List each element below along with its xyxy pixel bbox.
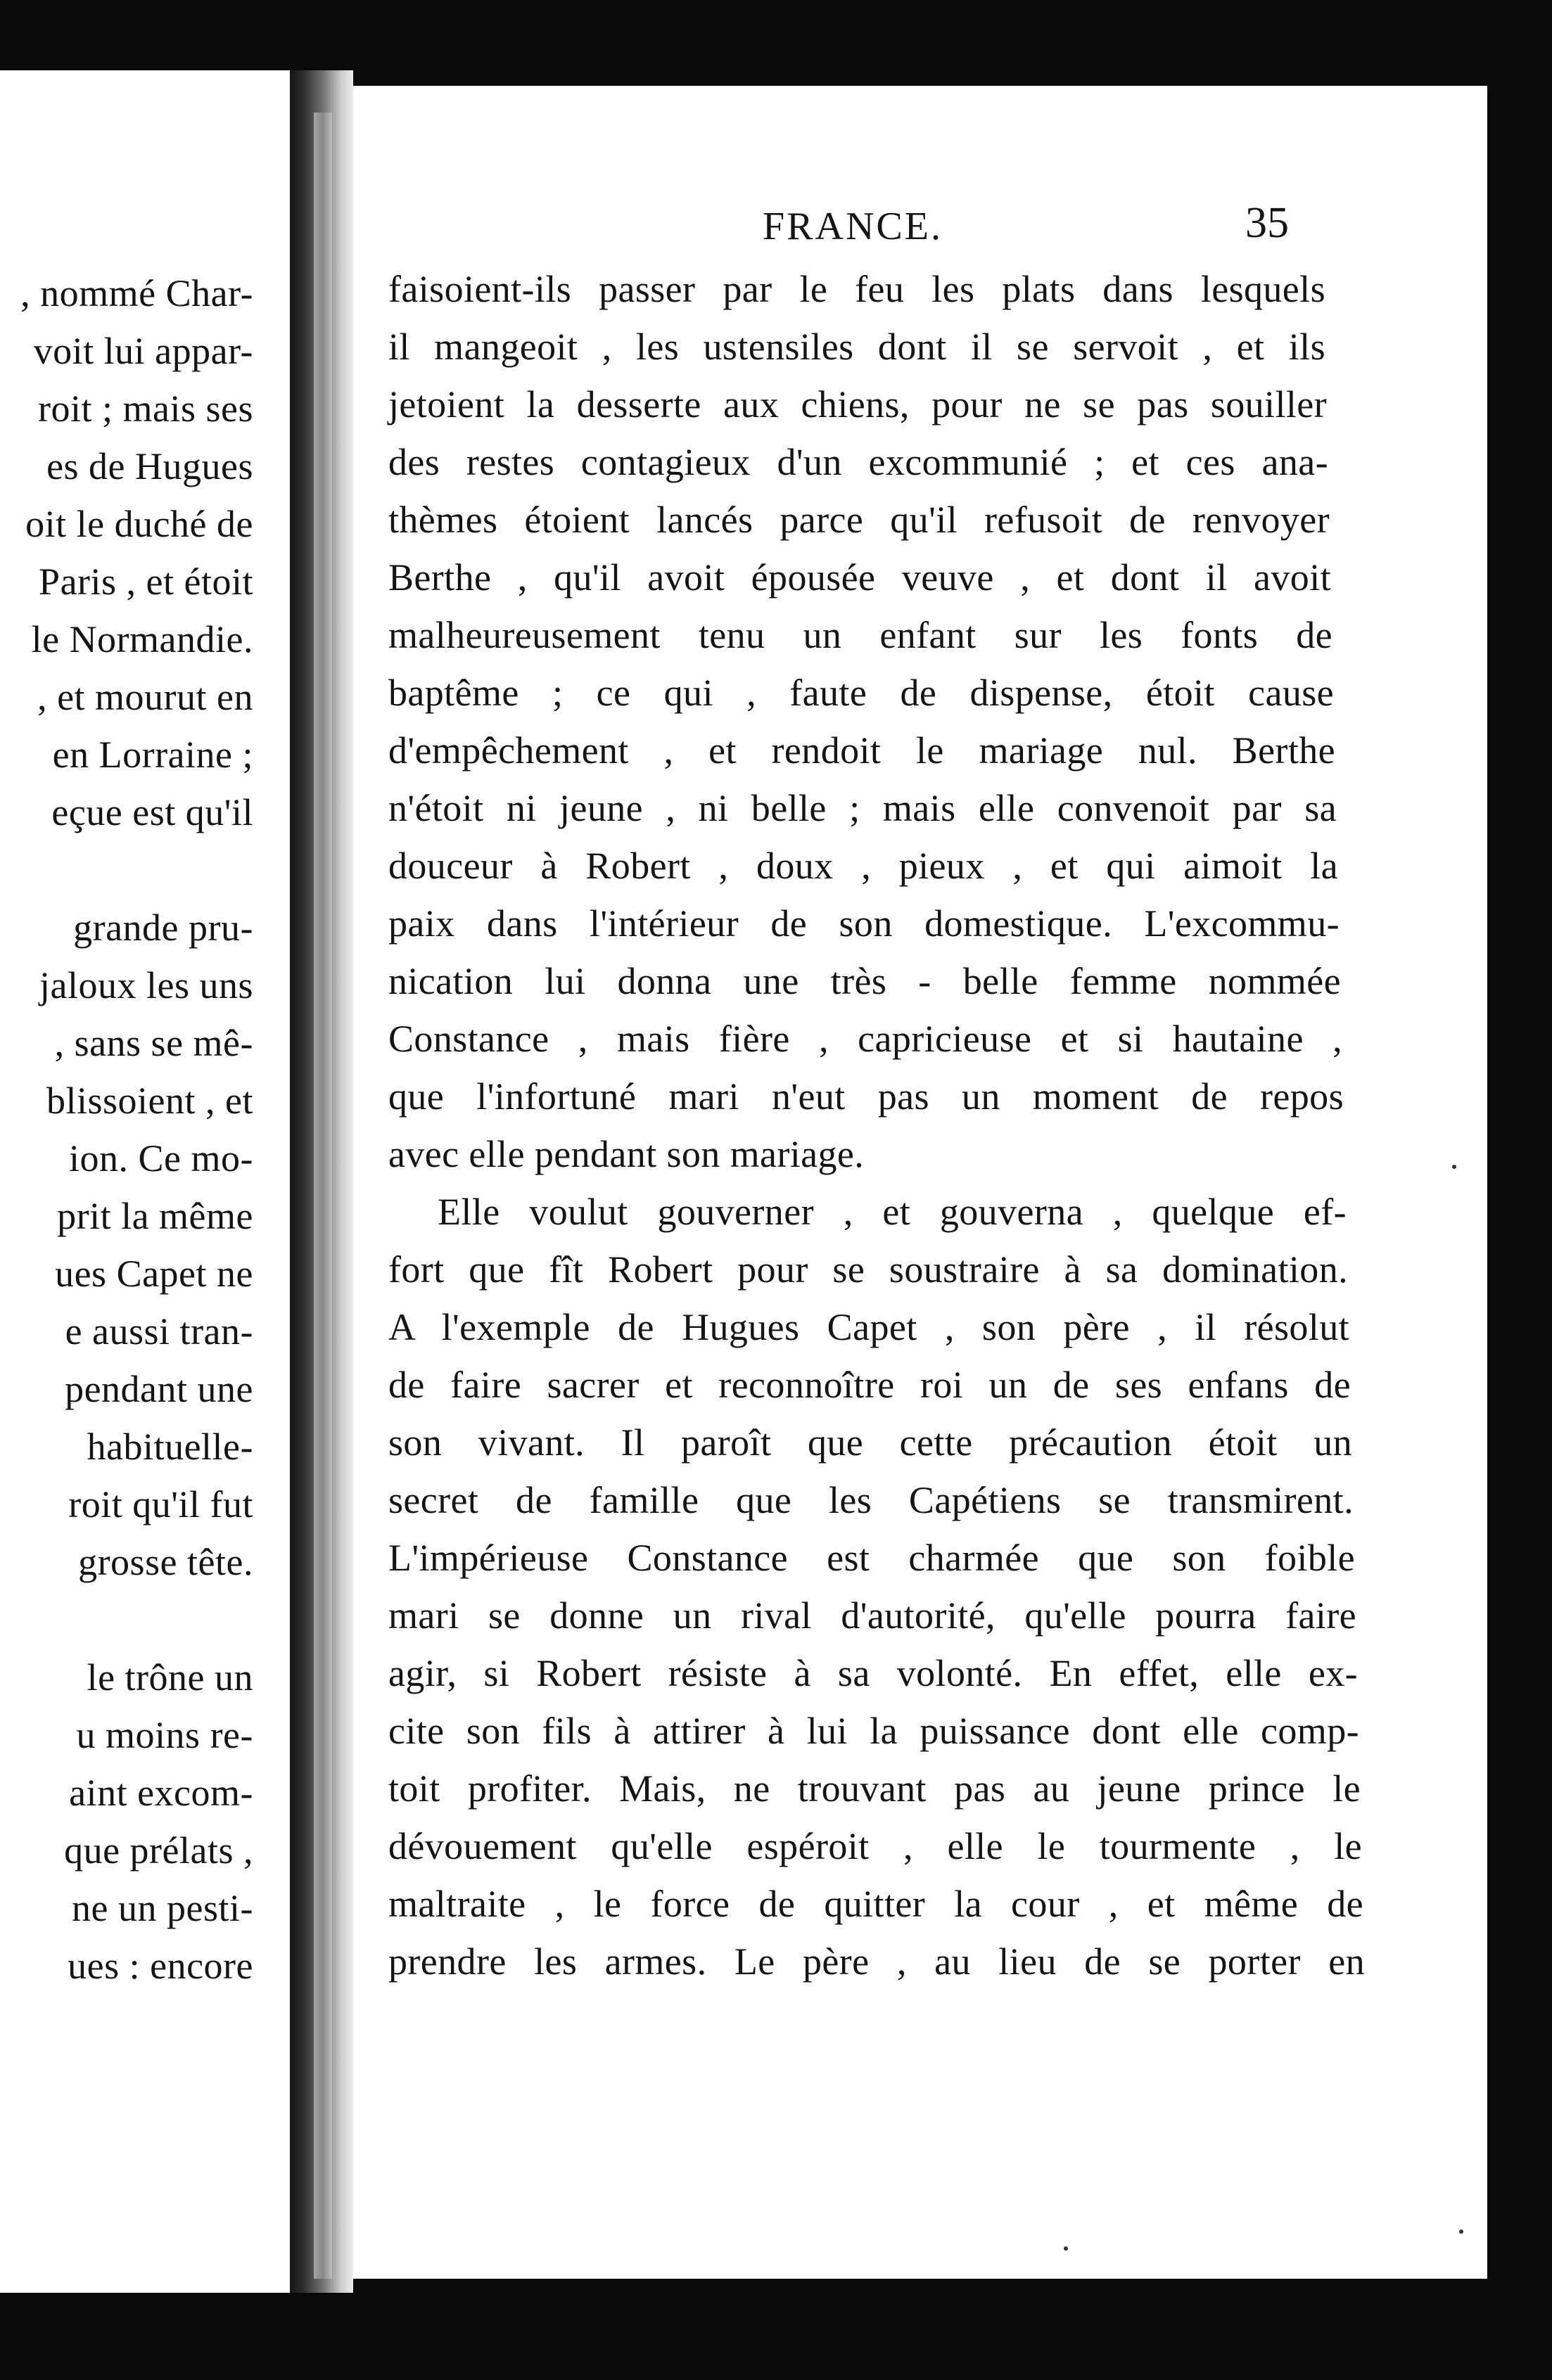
main-page bbox=[353, 86, 1487, 2279]
body-text-line: que l'infortuné mari n'eut pas un moment de repos bbox=[388, 1075, 1344, 1118]
body-text-line: dévouement qu'elle espéroit , elle le tourmente , le bbox=[388, 1825, 1362, 1867]
page-number: 35 bbox=[1245, 199, 1289, 247]
facing-page-line: jaloux les uns bbox=[39, 964, 253, 1006]
facing-page-line: ion. Ce mo- bbox=[69, 1137, 253, 1179]
body-text-line: paix dans l'intérieur de son domestique. L'excommu- bbox=[388, 902, 1340, 945]
body-text-line: malheureusement tenu un enfant sur les fonts de bbox=[388, 614, 1332, 656]
facing-page-line: oit le duché de bbox=[25, 503, 253, 545]
body-text-line: mari se donne un rival d'autorité, qu'elle pourra faire bbox=[388, 1594, 1356, 1637]
facing-page-line: ne un pesti- bbox=[72, 1887, 253, 1929]
facing-page-line: u moins re- bbox=[76, 1714, 253, 1756]
facing-page-line: e aussi tran- bbox=[65, 1310, 253, 1352]
facing-page-line: grande pru- bbox=[73, 907, 253, 949]
facing-page-line: es de Hugues bbox=[46, 445, 253, 487]
facing-page-line: en Lorraine ; bbox=[52, 734, 253, 776]
paper-speck bbox=[1452, 1165, 1456, 1169]
facing-page-line: aint excom- bbox=[69, 1772, 253, 1814]
body-text-line: L'impérieuse Constance est charmée que son foible bbox=[388, 1537, 1355, 1579]
facing-page-fragment bbox=[0, 70, 290, 2293]
facing-page-line: , nommé Char- bbox=[20, 272, 253, 314]
facing-page-line: ues : encore bbox=[68, 1945, 253, 1987]
facing-page-line: , sans se mê- bbox=[54, 1022, 253, 1064]
book-gutter-fold bbox=[314, 113, 332, 2279]
facing-page-line: que prélats , bbox=[64, 1829, 253, 1872]
body-text-line: Berthe , qu'il avoit épousée veuve , et dont il avoit bbox=[388, 556, 1331, 599]
body-text-line: cite son fils à attirer à lui la puissance dont elle comp- bbox=[388, 1710, 1359, 1752]
facing-page-line: eçue est qu'il bbox=[51, 791, 253, 833]
body-text-line: d'empêchement , et rendoit le mariage nul. Berthe bbox=[388, 729, 1335, 772]
paper-speck bbox=[1064, 2246, 1068, 2251]
body-text-line: baptême ; ce qui , faute de dispense, étoit cause bbox=[388, 672, 1334, 714]
body-text-line: il mangeoit , les ustensiles dont il se servoit , et ils bbox=[388, 326, 1325, 368]
facing-page-line: , et mourut en bbox=[37, 676, 253, 718]
facing-page-line: Paris , et étoit bbox=[39, 561, 253, 603]
facing-page-line: ues Capet ne bbox=[55, 1253, 253, 1295]
facing-page-line: grosse tête. bbox=[78, 1541, 253, 1583]
facing-page-line: roit ; mais ses bbox=[38, 388, 253, 430]
body-text-line: de faire sacrer et reconnoître roi un de ses enfans de bbox=[388, 1364, 1351, 1406]
body-text-line: fort que fît Robert pour se soustraire à sa domination. bbox=[388, 1248, 1348, 1291]
body-text-line: douceur à Robert , doux , pieux , et qui aimoit la bbox=[388, 845, 1338, 887]
facing-page-line: voit lui appar- bbox=[33, 330, 253, 372]
facing-page-line: prit la même bbox=[57, 1195, 253, 1237]
body-text-line: nication lui donna une très - belle femme nommée bbox=[388, 960, 1341, 1002]
body-text-line: avec elle pendant son mariage. bbox=[388, 1133, 865, 1175]
body-text-line: agir, si Robert résiste à sa volonté. En effet, elle ex- bbox=[388, 1652, 1358, 1694]
facing-page-line: le trône un bbox=[87, 1656, 253, 1698]
body-text-line: prendre les armes. Le père , au lieu de se porter en bbox=[388, 1940, 1365, 1983]
paper-speck bbox=[1459, 2229, 1463, 2234]
body-text-line: thèmes étoient lancés parce qu'il refusoit de renvoyer bbox=[388, 499, 1330, 541]
facing-page-line: habituelle- bbox=[87, 1426, 253, 1468]
body-text-line: maltraite , le force de quitter la cour , et même de bbox=[388, 1883, 1363, 1925]
body-text-line: A l'exemple de Hugues Capet , son père , il résolut bbox=[388, 1306, 1349, 1348]
body-text-line: Constance , mais fière , capricieuse et si hautaine , bbox=[388, 1018, 1342, 1060]
running-header-title: FRANCE. bbox=[763, 205, 943, 248]
facing-page-line: blissoient , et bbox=[46, 1080, 253, 1122]
body-text-line: son vivant. Il paroît que cette précaution étoit un bbox=[388, 1421, 1352, 1464]
facing-page-line: pendant une bbox=[65, 1368, 253, 1410]
facing-page-line: roit qu'il fut bbox=[68, 1483, 253, 1525]
body-text-line: secret de famille que les Capétiens se transmirent. bbox=[388, 1479, 1354, 1521]
facing-page-line: le Normandie. bbox=[31, 618, 253, 660]
body-text-line: toit profiter. Mais, ne trouvant pas au jeune prince le bbox=[388, 1767, 1361, 1810]
body-text-line: des restes contagieux d'un excommunié ; et ces ana- bbox=[388, 441, 1328, 483]
body-text-line: Elle voulut gouverner , et gouverna , quelque ef- bbox=[438, 1191, 1347, 1233]
body-text-line: jetoient la desserte aux chiens, pour ne se pas souiller bbox=[388, 383, 1327, 426]
body-text-line: n'étoit ni jeune , ni belle ; mais elle convenoit par sa bbox=[388, 787, 1337, 829]
body-text-line: faisoient-ils passer par le feu les plats dans lesquels bbox=[388, 268, 1325, 310]
